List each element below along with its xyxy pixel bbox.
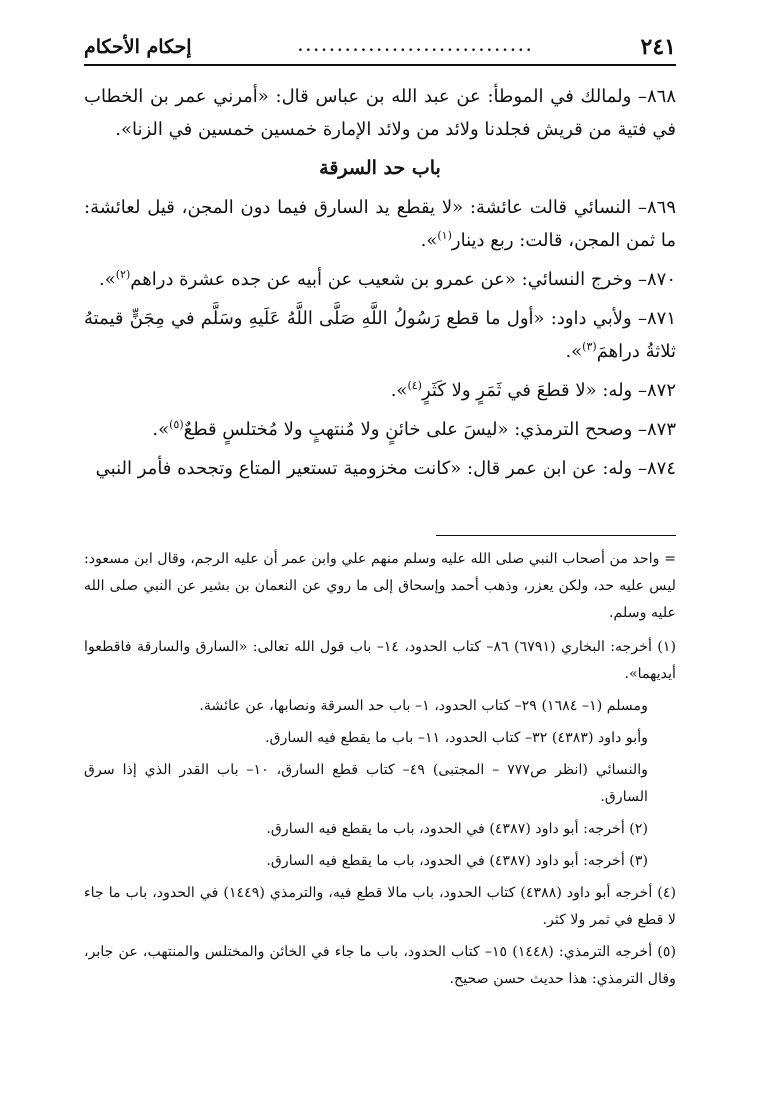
footnote-ref-5[interactable]: (٥) bbox=[169, 418, 184, 431]
footnote-2: (٢) أخرجه: أبو داود (٤٣٨٧) في الحدود، باب ما يقطع فيه السارق. bbox=[266, 821, 648, 837]
main-text bbox=[84, 80, 676, 485]
hadith-873 bbox=[84, 413, 676, 446]
hadith-870-text: ٨٧٠– وخرج النسائي: «عن عمرو بن شعيب عن أبيه عن جده عشرة دراهم bbox=[130, 269, 676, 290]
footnote-1: (١) أخرجه: البخاري (٦٧٩١) ٨٦– كتاب الحدود، ١٤– باب قول الله تعالى: «السارق والسارقة فاقطعوا أيديهما». bbox=[84, 639, 676, 682]
hadith-868: ٨٦٨– ولمالك في الموطأ: عن عبد الله بن عباس قال: «أمرني عمر بن الخطاب في فتية من قريش فجلدنا ولائد من ولائد الإمارة خمسين خمسين في الزنا». bbox=[84, 86, 676, 140]
footnotes bbox=[84, 546, 676, 993]
hadith-871-close: ». bbox=[565, 341, 583, 362]
hadith-869-text: ٨٦٩– النسائي قالت عائشة: «لا يقطع يد السارق فيما دون المجن، قيل لعائشة: ما ثمن المجن، قالت: ربع دينار bbox=[84, 197, 676, 251]
footnote-ref-1[interactable]: (١) bbox=[437, 229, 452, 242]
footnote-continuation: = واحد من أصحاب النبي صلى الله عليه وسلم منهم علي وابن عمر أن عليه الرجم، وقال ابن مسعود: ليس عليه حد، ولكن يعزر، وذهب أحمد وإسحاق إلى ما روي عن النعمان بن بشير عن النبي صلى الله عليه وسلم. bbox=[84, 551, 676, 621]
footnote-ref-3[interactable]: (٣) bbox=[582, 340, 597, 353]
footnote-separator bbox=[436, 535, 676, 536]
hadith-871 bbox=[84, 302, 676, 368]
hadith-870-close: ». bbox=[99, 269, 116, 290]
hadith-869-close: ». bbox=[420, 230, 438, 251]
hadith-873-close: ». bbox=[152, 419, 170, 440]
footnote-4: (٤) أخرجه أبو داود (٤٣٨٨) كتاب الحدود، باب مالا قطع فيه، والترمذي (١٤٤٩) في الحدود، باب ما جاء لا قطع في ثمر ولا كثر. bbox=[84, 885, 677, 928]
footnote-3: (٣) أخرجه: أبو داود (٤٣٨٧) في الحدود، باب ما يقطع فيه السارق. bbox=[266, 853, 648, 869]
hadith-869 bbox=[84, 191, 676, 257]
page-number: ٢٤١ bbox=[640, 34, 676, 60]
footnote-1-nasai: والنسائي (انظر ص٧٧٧ – المجتبى) ٤٩– كتاب قطع السارق، ١٠– باب القدر الذي إذا سرق السارق. bbox=[84, 762, 648, 805]
hadith-873-text: ٨٧٣– وصحح الترمذي: «ليسَ على خائنٍ ولا مُنتهبٍ ولا مُختلسٍ قطعٌ bbox=[183, 419, 676, 440]
hadith-872-close: ». bbox=[390, 380, 408, 401]
running-header bbox=[84, 30, 676, 66]
hadith-872-text: ٨٧٢– وله: «لا قطعَ في ثَمَرٍ ولا كَثَرٍ bbox=[421, 380, 676, 401]
section-title: باب حد السرقة bbox=[319, 157, 441, 179]
footnote-ref-2[interactable]: (٢) bbox=[115, 268, 131, 281]
hadith-871-text: ٨٧١– ولأبي داود: «أول ما قطع رَسُولُ اللَّهِ صَلَّى اللَّهُ عَلَيهِ وسَلَّم في مِجَنٍّ قيمتهُ ثلاثةُ دراهمَ bbox=[84, 308, 676, 362]
footnote-1-muslim: ومسلم (١– ١٦٨٤) ٢٩– كتاب الحدود، ١– باب حد السرقة ونصابها، عن عائشة. bbox=[199, 698, 648, 714]
footnote-5: (٥) أخرجه الترمذي: (١٤٤٨) ١٥– كتاب الحدود، باب ما جاء في الخائن والمختلس والمنتهب، عن جابر، وقال الترمذي: هذا حديث حسن صحيح. bbox=[84, 944, 677, 987]
header-leader-dots: .............................. bbox=[297, 39, 535, 55]
book-title: إحكام الأحكام bbox=[84, 36, 192, 58]
hadith-872 bbox=[84, 374, 676, 407]
footnote-ref-4[interactable]: (٤) bbox=[407, 379, 422, 392]
footnote-1-abu-dawud: وأبو داود (٤٣٨٣) ٣٢– كتاب الحدود، ١١– باب ما يقطع فيه السارق. bbox=[265, 730, 648, 746]
hadith-874: ٨٧٤– وله: عن ابن عمر قال: «كانت مخزومية تستعير المتاع وتجحده فأمر النبي bbox=[95, 458, 676, 479]
hadith-870 bbox=[84, 263, 676, 296]
